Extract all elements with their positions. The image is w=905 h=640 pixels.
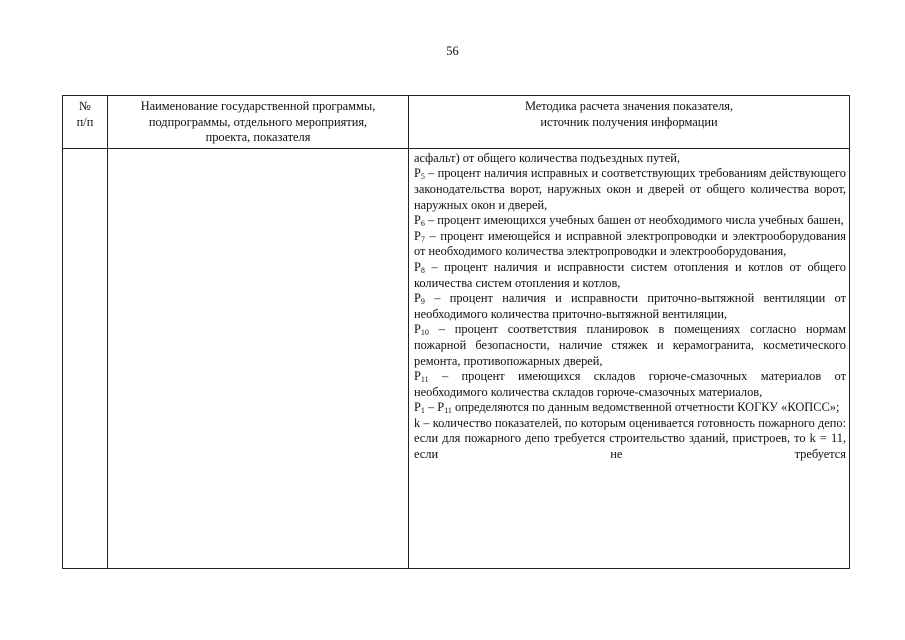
cell-number xyxy=(63,148,108,568)
variable-symbol: P xyxy=(414,369,421,384)
method-paragraph xyxy=(414,400,846,416)
variable-subscript: 8 xyxy=(420,265,425,275)
variable-subscript: 10 xyxy=(420,328,429,338)
header-line: п/п xyxy=(76,114,94,129)
table-row xyxy=(63,148,850,568)
cell-name xyxy=(108,148,409,568)
paragraph-text: – процент наличия и исправности приточно-вытяжной вентиляции от необходимого количества приточно-вытяжной вентиляции, xyxy=(414,291,846,321)
variable-subscript: 5 xyxy=(420,172,425,182)
paragraph-text: – процент наличия исправных и соответствующих требованиям действующего законодательства ворот, наружных окон и дверей от общего количества ворот, наружных окон и дверей, xyxy=(414,166,846,212)
variable-symbol: P xyxy=(414,228,421,243)
header-line: № xyxy=(79,99,91,113)
header-method xyxy=(409,96,850,149)
paragraph-text: – процент имеющейся и исправной электропроводки и электрооборудования от необходимого количества электропроводки и электрооборудования, xyxy=(414,228,846,259)
header-number xyxy=(63,96,108,149)
variable-subscript: 6 xyxy=(420,219,425,229)
paragraph-text: – процент наличия и исправности систем отопления и котлов от общего количества систем отопления и котлов, xyxy=(414,259,846,290)
variable-symbol: P xyxy=(414,166,421,181)
paragraph-text: определяются по данным ведомственной отчетности КОГКУ «КОПСС»; xyxy=(451,400,840,415)
indicator-table xyxy=(62,95,850,569)
header-line: подпрограммы, отдельного мероприятия, xyxy=(148,114,368,129)
header-line: проекта, показателя xyxy=(205,130,311,145)
variable-symbol: P xyxy=(414,213,421,228)
header-line: Методика расчета значения показателя, xyxy=(524,99,734,113)
paragraph-text: – процент имеющихся учебных башен от необходимого числа учебных башен, xyxy=(424,213,844,228)
method-paragraph xyxy=(414,416,846,463)
method-paragraph xyxy=(414,291,846,322)
method-paragraph xyxy=(414,166,846,213)
method-paragraph xyxy=(414,213,846,229)
paragraph-text: – процент имеющихся складов горюче-смазочных материалов от необходимого количества складов горюче-смазочных материалов, xyxy=(414,369,846,399)
variable-symbol: P xyxy=(414,322,421,337)
paragraph-text: k – количество показателей, по которым оценивается готовность пожарного депо: если для пожарного депо требуется строительство зданий, пристроев, то k = 11, если не требуется xyxy=(414,415,846,462)
variable-subscript: 7 xyxy=(420,234,425,244)
cell-method xyxy=(409,148,850,568)
variable-symbol: P xyxy=(414,400,421,415)
paragraph-text: асфальт) от общего количества подъездных путей, xyxy=(414,150,680,165)
variable-subscript: 11 xyxy=(444,406,452,416)
method-paragraph xyxy=(414,322,846,369)
variable-symbol: P xyxy=(414,259,421,274)
variable-symbol: P xyxy=(414,291,421,306)
variable-subscript: 1 xyxy=(420,406,425,416)
page-number: 56 xyxy=(446,44,459,58)
method-paragraph xyxy=(414,229,846,260)
method-paragraph xyxy=(414,260,846,291)
header-line: источник получения информации xyxy=(540,114,718,129)
variable-subscript: 9 xyxy=(420,297,425,307)
header-name xyxy=(108,96,409,149)
method-paragraph xyxy=(414,369,846,400)
method-paragraph xyxy=(414,151,846,167)
variable-subscript: 11 xyxy=(420,375,429,385)
table-header-row xyxy=(63,96,850,149)
paragraph-text: – P xyxy=(424,400,445,415)
header-line: Наименование государственной программы, xyxy=(140,99,376,113)
paragraph-text: – процент соответствия планировок в помещениях согласно нормам пожарной безопасности, наличие стяжек и керамогранита, косметического ремонта, противопожарных дверей, xyxy=(414,322,846,368)
